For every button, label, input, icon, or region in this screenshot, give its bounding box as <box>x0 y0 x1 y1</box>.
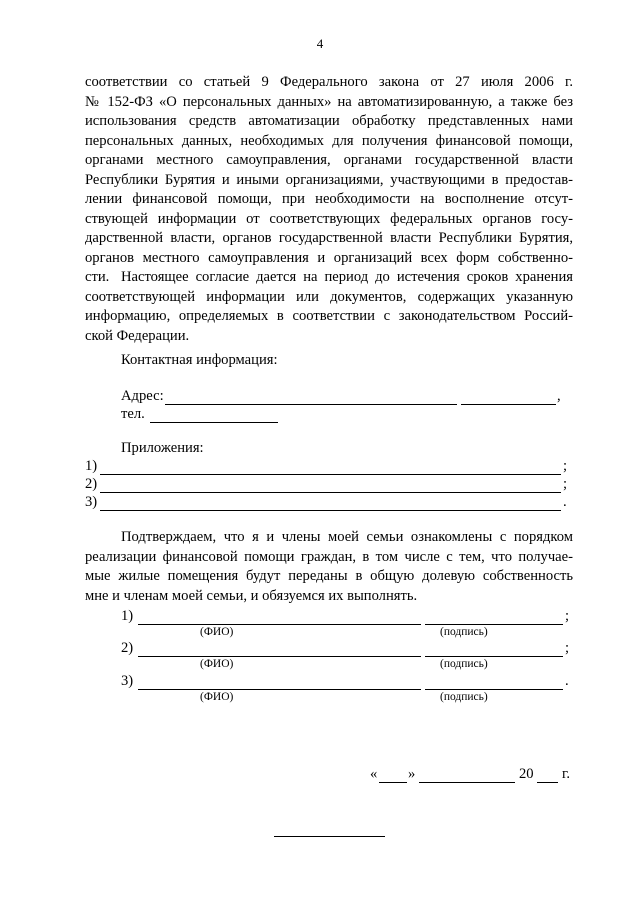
footer-rule <box>274 836 385 837</box>
phone-field[interactable] <box>150 422 278 423</box>
text-line: соответствующей информации или документов, содержащих указанную <box>85 288 573 305</box>
signature-field[interactable] <box>425 624 563 625</box>
attachment-number: 1) <box>85 458 98 474</box>
text-line: персональных данных, необходимых для получения финансовой помощи, <box>85 132 573 149</box>
attachment-field[interactable] <box>100 474 561 475</box>
attachment-number: 2) <box>85 476 98 492</box>
attachment-end-punct: ; <box>563 476 568 492</box>
fio-caption: (ФИО) <box>200 626 234 638</box>
attachments-heading: Приложения: <box>121 440 204 456</box>
fio-caption: (ФИО) <box>200 691 234 703</box>
text-line: Настоящее согласие дается на период до истечения сроков хранения <box>121 269 573 285</box>
contact-heading: Контактная информация: <box>121 352 278 368</box>
fio-field[interactable] <box>138 656 421 657</box>
consent-paragraph <box>85 73 573 288</box>
text-line: дарственной власти, органов государственной власти Республики Бурятия, <box>85 230 573 246</box>
signature-caption: (подпись) <box>440 691 488 703</box>
text-line: Подтверждаем, что я и члены моей семьи ознакомлены с порядком <box>121 529 573 545</box>
attachment-end-punct: . <box>563 494 567 510</box>
date-year-prefix: 20 <box>519 766 534 782</box>
signature-row-number: 1) <box>121 608 134 624</box>
date-month-field[interactable] <box>419 782 515 783</box>
address-field[interactable] <box>165 404 457 405</box>
signature-field[interactable] <box>425 656 563 657</box>
confirmation-paragraph <box>85 528 573 606</box>
page-number: 4 <box>316 36 324 51</box>
attachment-field[interactable] <box>100 492 561 493</box>
signature-field[interactable] <box>425 689 563 690</box>
address-field-extra[interactable] <box>461 404 556 405</box>
date-day-field[interactable] <box>379 782 407 783</box>
signature-row-end-punct: ; <box>565 640 570 656</box>
text-line: сти. <box>85 269 110 285</box>
text-line: № 152-ФЗ «О персональных данных» на автоматизированную, а также без <box>85 93 573 110</box>
attachment-end-punct: ; <box>563 458 568 474</box>
address-label: Адрес: <box>121 388 164 404</box>
text-line: мые жилые помещения будут переданы в общую долевую собственность <box>85 568 573 584</box>
address-end-punct: , <box>557 388 561 404</box>
phone-label: тел. <box>121 406 145 422</box>
date-year-field[interactable] <box>537 782 558 783</box>
text-line: органами местного самоуправления, органами государственной власти <box>85 152 573 168</box>
signature-row-number: 2) <box>121 640 134 656</box>
signature-caption: (подпись) <box>440 658 488 670</box>
signature-row-end-punct: ; <box>565 608 570 624</box>
text-line: органов местного самоуправления и организаций всех форм собственно- <box>85 249 573 266</box>
text-line: ствующей информации от соответствующих федеральных органов госу- <box>85 210 573 227</box>
signature-row-number: 3) <box>121 673 134 689</box>
signature-row-end-punct: . <box>565 673 569 689</box>
fio-field[interactable] <box>138 689 421 690</box>
fio-caption: (ФИО) <box>200 658 234 670</box>
text-line: мне и членам моей семьи, и обязуемся их выполнять. <box>85 587 418 604</box>
text-line: использования средств автоматизации обработку представленных нами <box>85 113 573 129</box>
attachment-field[interactable] <box>100 510 561 511</box>
text-line: реализации финансовой помощи граждан, в том числе с тем, что получае- <box>85 548 573 565</box>
text-line: лении финансовой помощи, при необходимости на восполнение отсут- <box>85 191 573 207</box>
signature-caption: (подпись) <box>440 626 488 638</box>
text-line: информацию, определяемых в соответствии с законодательством Россий- <box>85 308 573 324</box>
fio-field[interactable] <box>138 624 421 625</box>
date-close-quote: » <box>408 766 416 782</box>
attachment-number: 3) <box>85 494 98 510</box>
consent-period-paragraph <box>85 268 573 346</box>
date-year-suffix: г. <box>562 766 570 782</box>
text-line: Республики Бурятия и иными организациями, участвующими в предостав- <box>85 171 573 188</box>
date-open-quote: « <box>370 766 378 782</box>
text-line: соответствии со статьей 9 Федерального закона от 27 июля 2006 г. <box>85 74 573 90</box>
text-line: ской Федерации. <box>85 327 190 344</box>
